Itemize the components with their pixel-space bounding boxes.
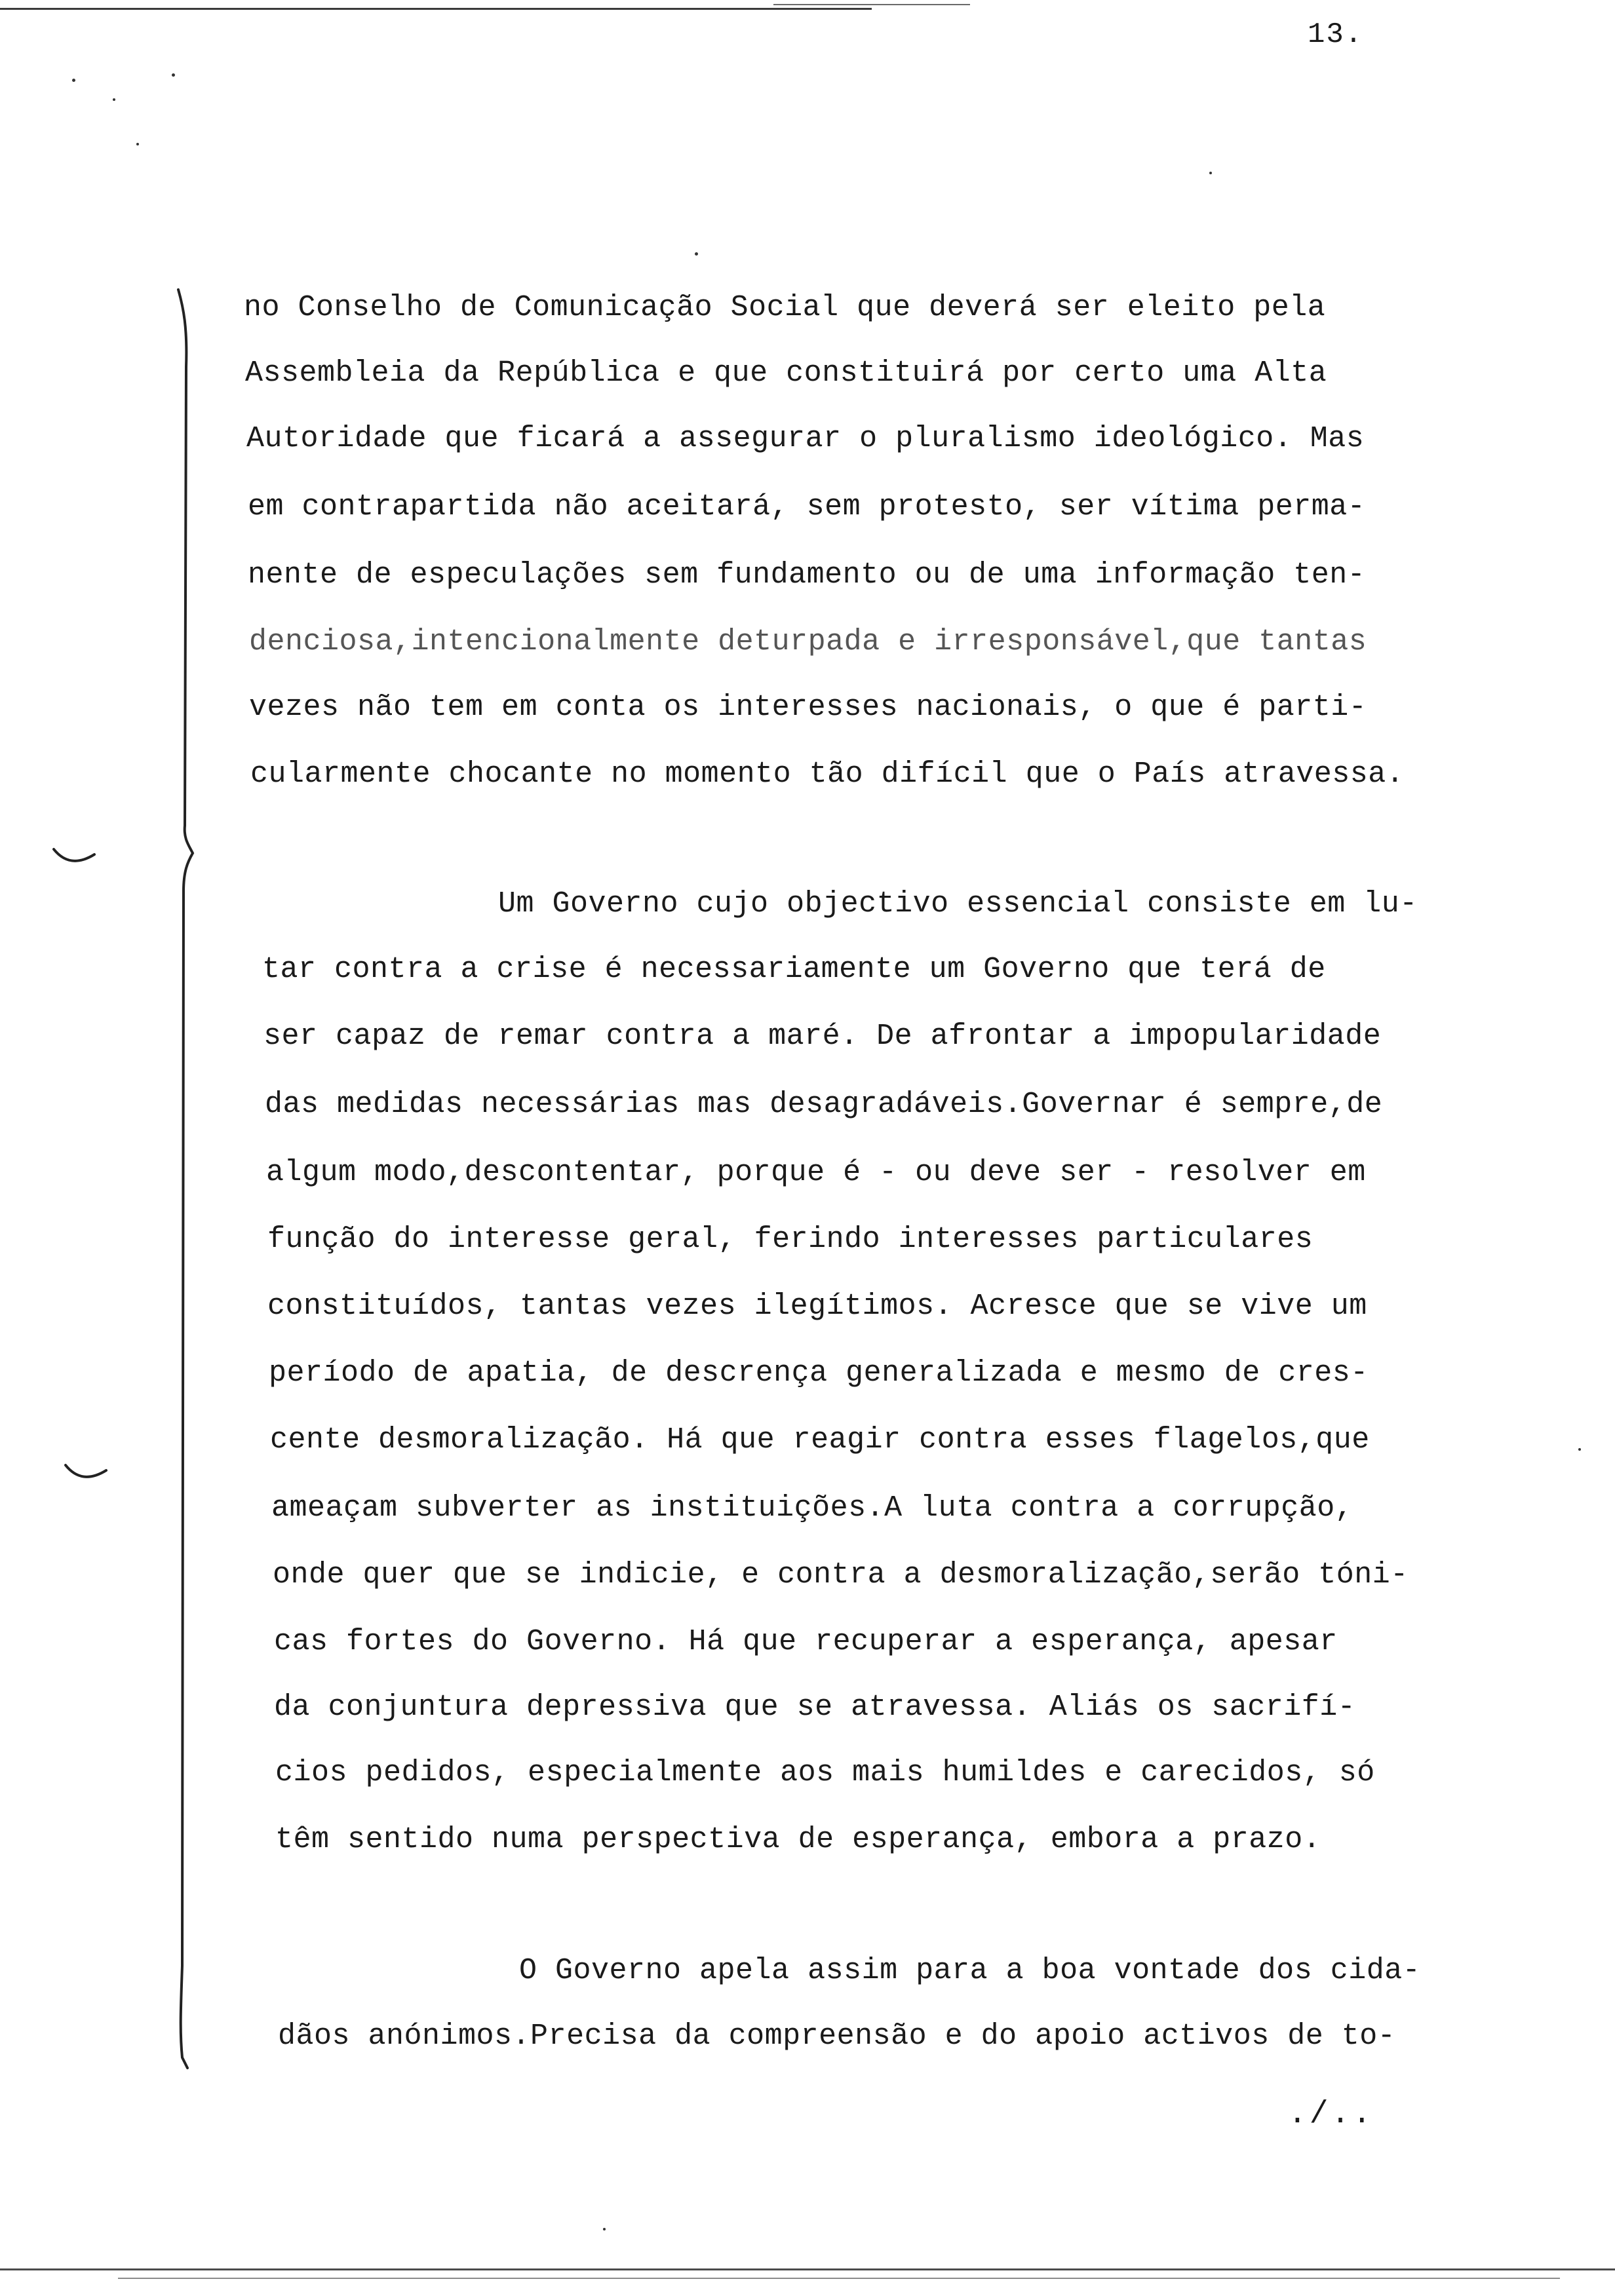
scan-speck — [113, 98, 115, 101]
paragraph-2-line: ameaçam subverter as instituições.A luta contra a corrupção, — [271, 1491, 1353, 1525]
paragraph-2-line: cas fortes do Governo. Há que recuperar a esperança, apesar — [274, 1625, 1338, 1658]
continuation-mark: ./.. — [1288, 2097, 1374, 2132]
paragraph-2-line: constituídos, tantas vezes ilegítimos. Acresce que se vive um — [267, 1290, 1367, 1323]
paragraph-2-line: cente desmoralização. Há que reagir contra esses flagelos,que — [270, 1423, 1370, 1457]
top-edge-rule-tail — [773, 4, 970, 5]
margin-bracket-mark — [164, 288, 210, 2071]
paragraph-2-line: da conjuntura depressiva que se atravessa. Aliás os sacrifí- — [274, 1691, 1356, 1724]
paragraph-2-line: período de apatia, de descrença generalizada e mesmo de cres- — [269, 1356, 1369, 1390]
paragraph-1-line: nente de especulações sem fundamento ou de uma informação ten- — [248, 558, 1366, 592]
paragraph-2-line: das medidas necessárias mas desagradáveis.Governar é sempre,de — [265, 1088, 1383, 1121]
bottom-edge-rule — [0, 2268, 1615, 2270]
paragraph-1-line: cularmente chocante no momento tão difícil que o País atravessa. — [250, 757, 1405, 791]
paragraph-2-line: função do interesse geral, ferindo interesses particulares — [267, 1223, 1313, 1256]
margin-tick-mark — [51, 845, 97, 871]
scan-speck — [603, 2228, 606, 2230]
paragraph-1-line: vezes não tem em conta os interesses nacionais, o que é parti- — [249, 691, 1367, 724]
scan-speck — [1209, 172, 1212, 174]
paragraph-1-line: Autoridade que ficará a assegurar o pluralismo ideológico. Mas — [246, 422, 1365, 455]
paragraph-2-line: têm sentido numa perspectiva de esperança, embora a prazo. — [275, 1823, 1321, 1856]
paragraph-3-line: O Governo apela assim para a boa vontade dos cida- — [519, 1954, 1421, 1987]
paragraph-3-line: dãos anónimos.Precisa da compreensão e do apoio activos de to- — [278, 2019, 1396, 2053]
scan-speck — [1578, 1448, 1581, 1451]
paragraph-1-line: denciosa,intencionalmente deturpada e irresponsável,que tantas — [249, 625, 1367, 659]
paragraph-2-line: ser capaz de remar contra a maré. De afrontar a impopularidade — [263, 1020, 1382, 1053]
paragraph-2-line: tar contra a crise é necessariamente um Governo que terá de — [262, 953, 1326, 986]
paragraph-2-line: Um Governo cujo objectivo essencial consiste em lu- — [498, 887, 1418, 921]
scan-speck — [72, 79, 75, 82]
scan-speck — [172, 73, 175, 77]
bottom-edge-rule-secondary — [118, 2278, 1560, 2279]
top-edge-rule — [0, 8, 872, 10]
paragraph-2-line: algum modo,descontentar, porque é - ou deve ser - resolver em — [266, 1156, 1366, 1189]
paragraph-1-line: Assembleia da República e que constituirá por certo uma Alta — [245, 356, 1327, 390]
paragraph-1-line: no Conselho de Comunicação Social que deverá ser eleito pela — [244, 291, 1326, 324]
margin-tick-mark — [63, 1461, 109, 1487]
scan-speck — [695, 252, 698, 256]
paragraph-1-line: em contrapartida não aceitará, sem protesto, ser vítima perma- — [248, 490, 1366, 524]
paragraph-2-line: cios pedidos, especialmente aos mais humildes e carecidos, só — [275, 1756, 1375, 1789]
paragraph-2-line: onde quer que se indicie, e contra a desmoralização,serão tóni- — [273, 1558, 1409, 1592]
scan-speck — [136, 143, 139, 145]
page-number: 13. — [1308, 18, 1364, 51]
